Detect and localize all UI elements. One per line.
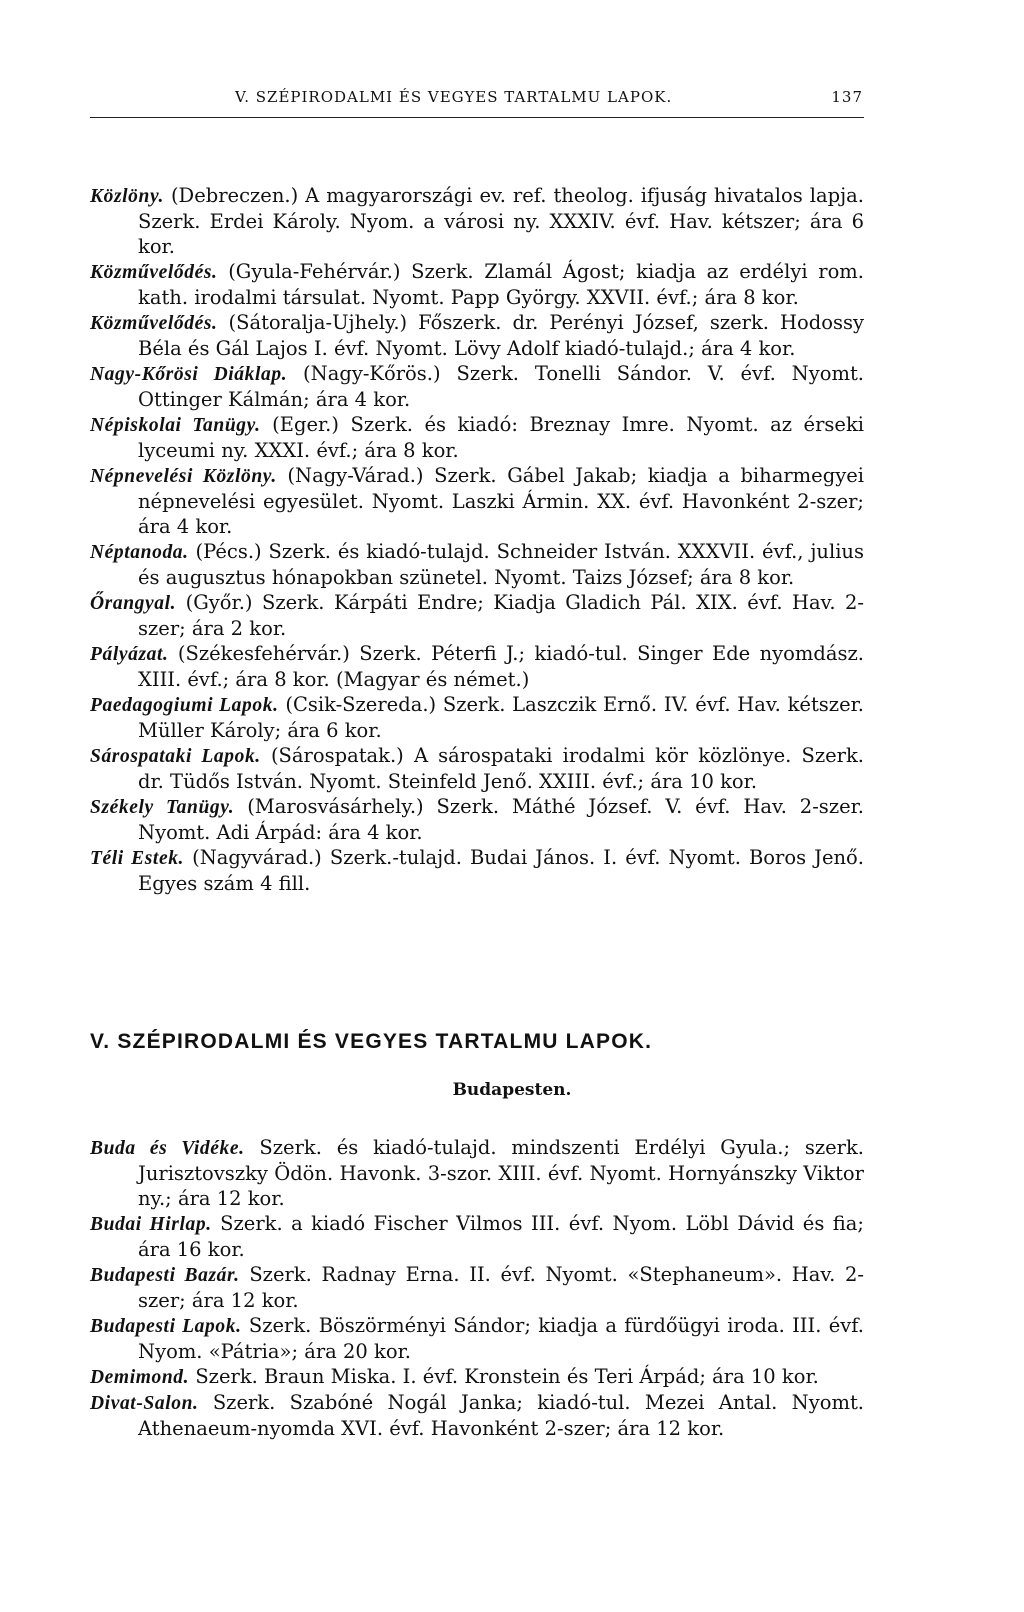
running-header-title: V. SZÉPIRODALMI ÉS VEGYES TARTALMU LAPOK. [235, 88, 673, 106]
entry-text: (Csik-Szereda.) Szerk. Laszczik Ernő. IV. évf. Hav. kétszer. Müller Károly; ára 6 kor. [138, 693, 864, 742]
entry-title: Népnevelési Közlöny. [90, 466, 277, 487]
entry-title: Budapesti Lapok. [90, 1316, 242, 1337]
entry-text: (Marosvásárhely.) Szerk. Máthé József. V. évf. Hav. 2-szer. Nyomt. Adi Árpád: ára 4 kor. [138, 795, 865, 844]
entry-text: (Gyula-Fehérvár.) Szerk. Zlamál Ágost; kiadja az erdélyi rom. kath. irodalmi társulat. Nyomt. Papp György. XXVII. évf.; ára 8 kor. [138, 260, 864, 309]
entry-title: Buda és Vidéke. [90, 1138, 245, 1159]
entry-text: (Eger.) Szerk. és kiadó: Breznay Imre. Nyomt. az érseki lyceumi ny. XXXI. évf.; ára 8 kor. [138, 413, 864, 462]
entry-title: Paedagogiumi Lapok. [90, 695, 279, 716]
entry-title: Budai Hirlap. [90, 1214, 212, 1235]
list-item [90, 259, 864, 310]
entry-list [90, 183, 864, 896]
entry-text: Szerk. Böszörményi Sándor; kiadja a fürdőügyi iroda. III. évf. Nyom. «Pátria»; ára 20 kor. [138, 1314, 864, 1363]
entry-text: Szerk. a kiadó Fischer Vilmos III. évf. Nyom. Löbl Dávid és fia; ára 16 kor. [138, 1212, 864, 1261]
entry-title: Közművelődés. [90, 262, 218, 283]
entry-text: (Sárospatak.) A sárospataki irodalmi kör közlönye. Szerk. dr. Tüdős István. Nyomt. Steinfeld Jenő. XXIII. évf.; ára 10 kor. [138, 744, 864, 793]
entry-title: Demimond. [90, 1367, 190, 1388]
entry-title: Őrangyal. [90, 593, 177, 614]
list-item [90, 1390, 864, 1441]
list-item [90, 1262, 864, 1313]
list-item [90, 692, 864, 743]
entry-list-budapest [90, 1135, 864, 1441]
entry-text: Szerk. Szabóné Nogál Janka; kiadó-tul. Mezei Antal. Nyomt. Athenaeum-nyomda XVI. évf. Havonként 2-szer; ára 12 kor. [138, 1391, 864, 1440]
list-item [90, 1313, 864, 1364]
list-item [90, 539, 864, 590]
entry-text: Szerk. Radnay Erna. II. évf. Nyomt. «Stephaneum». Hav. 2-szer; ára 12 kor. [138, 1263, 865, 1312]
entry-text: (Debreczen.) A magyarországi ev. ref. theolog. ifjuság hivatalos lapja. Szerk. Erdei Károly. Nyom. a városi ny. XXXIV. évf. Hav. kétszer; ára 6 kor. [138, 184, 864, 258]
entry-text: Szerk. Braun Miska. I. évf. Kronstein és Teri Árpád; ára 10 kor. [195, 1365, 819, 1388]
section-heading: V. SZÉPIRODALMI ÉS VEGYES TARTALMU LAPOK. [90, 1030, 653, 1053]
entry-text: (Sátoralja-Ujhely.) Főszerk. dr. Perényi József, szerk. Hodossy Béla és Gál Lajos I. évf. Nyomt. Lövy Adolf kiadó-tulajd.; ára 4 kor. [138, 311, 864, 360]
list-item [90, 743, 864, 794]
section-subheading: Budapesten. [452, 1080, 572, 1100]
entry-text: (Nagy-Kőrös.) Szerk. Tonelli Sándor. V. évf. Nyomt. Ottinger Kálmán; ára 4 kor. [138, 362, 864, 411]
entry-title: Néptanoda. [90, 542, 189, 563]
entry-title: Székely Tanügy. [90, 797, 235, 818]
entry-text: (Pécs.) Szerk. és kiadó-tulajd. Schneider István. XXXVII. évf., julius és augusztus hónapokban szünetel. Nyomt. Taizs József; ára 8 kor. [138, 540, 864, 589]
entry-title: Közlöny. [90, 186, 164, 207]
running-header [235, 88, 863, 106]
list-item [90, 361, 864, 412]
entry-text: (Nagyvárad.) Szerk.-tulajd. Budai János. I. évf. Nyomt. Boros Jenő. Egyes szám 4 fill. [138, 846, 864, 895]
list-item [90, 590, 864, 641]
list-item [90, 1211, 864, 1262]
entry-title: Divat-Salon. [90, 1393, 199, 1414]
entry-title: Népiskolai Tanügy. [90, 415, 261, 436]
list-item [90, 463, 864, 539]
entry-text: (Nagy-Várad.) Szerk. Gábel Jakab; kiadja a biharmegyei népnevelési egyesület. Nyomt. Laszki Ármin. XX. évf. Havonként 2-szer; ára 4 kor. [138, 464, 864, 538]
list-item [90, 845, 864, 896]
list-item [90, 310, 864, 361]
list-item [90, 641, 864, 692]
entry-text: Szerk. és kiadó-tulajd. mindszenti Erdélyi Gyula.; szerk. Jurisztovszky Ödön. Havonk. 3-szor. XIII. évf. Nyomt. Hornyánszky Viktor ny.; ára 12 kor. [138, 1136, 864, 1210]
entry-title: Téli Estek. [90, 848, 185, 869]
list-item [90, 1135, 864, 1211]
list-item [90, 183, 864, 259]
list-item [90, 412, 864, 463]
list-item [90, 1364, 864, 1390]
list-item [90, 794, 864, 845]
header-rule [90, 117, 864, 118]
entry-title: Budapesti Bazár. [90, 1265, 240, 1286]
entry-text: (Székesfehérvár.) Szerk. Péterfi J.; kiadó-tul. Singer Ede nyomdász. XIII. évf.; ára 8 kor. (Magyar és német.) [138, 642, 864, 691]
entry-title: Sárospataki Lapok. [90, 746, 261, 767]
entry-text: (Győr.) Szerk. Kárpáti Endre; Kiadja Gladich Pál. XIX. évf. Hav. 2-szer; ára 2 kor. [138, 591, 865, 640]
entry-title: Közművelődés. [90, 313, 218, 334]
entry-title: Pályázat. [90, 644, 169, 665]
entry-title: Nagy-Kőrösi Diáklap. [90, 364, 288, 385]
page-number: 137 [831, 88, 863, 106]
